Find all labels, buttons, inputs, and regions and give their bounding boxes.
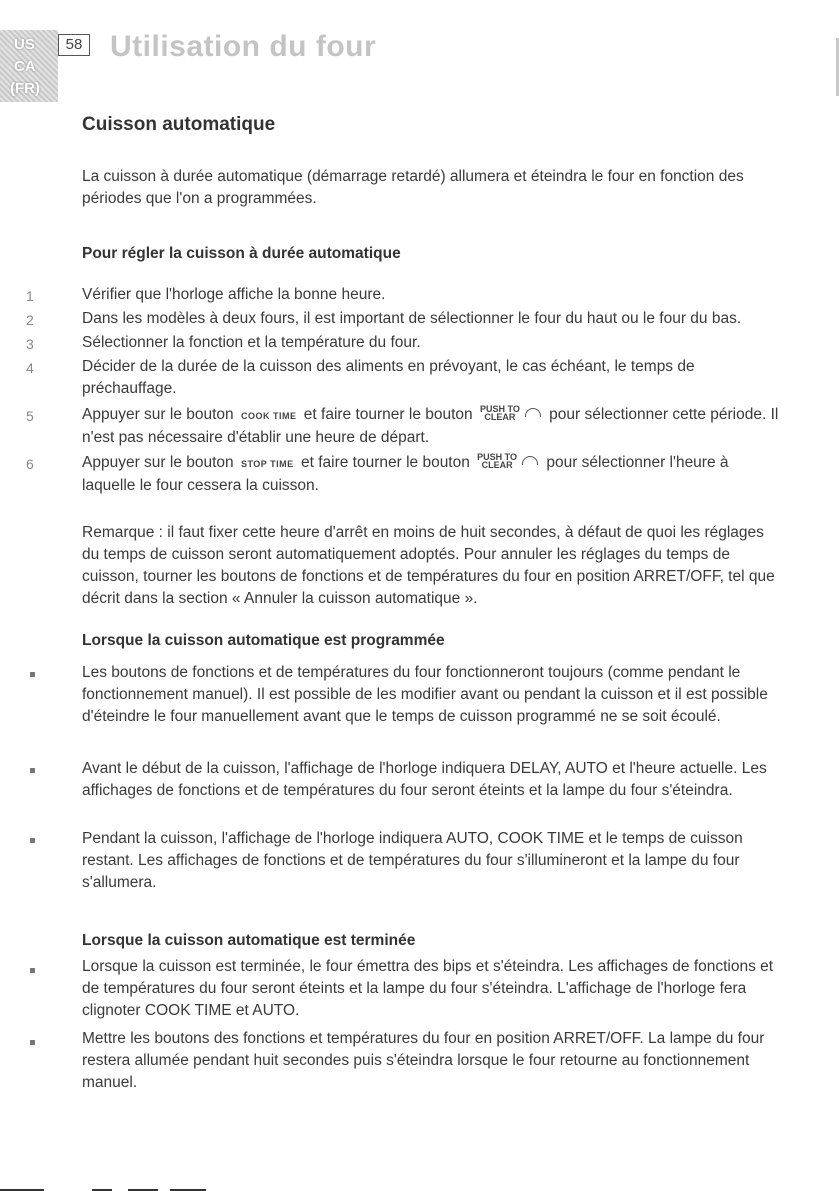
step-6 bbox=[82, 452, 762, 497]
region-tab bbox=[0, 30, 58, 102]
programmed-heading: Lorsque la cuisson automatique est programmée bbox=[82, 632, 445, 649]
step-text: Appuyer sur le bouton bbox=[82, 454, 234, 471]
list-item: Pendant la cuisson, l'affichage de l'horloge indiquera AUTO, COOK TIME et le temps de cuisson restant. Les affichages de fonctions et de températures du four s'illumineront et la lampe du four s'allumera. bbox=[82, 830, 743, 891]
knob-icon bbox=[525, 408, 541, 417]
list-item: Mettre les boutons des fonctions et températures du four en position ARRET/OFF. La lampe du four restera allumée pendant huit secondes puis s'éteindra lorsque le four retourne au fonctionnement manuel. bbox=[82, 1030, 765, 1091]
step-text: pour sélectionner l'heure à laquelle le four cessera la cuisson. bbox=[82, 454, 729, 494]
bullet-icon bbox=[30, 1040, 35, 1045]
page-number: 58 bbox=[58, 34, 90, 56]
step-text: Sélectionner la fonction et la température du four. bbox=[82, 334, 421, 351]
step-text: Appuyer sur le bouton bbox=[82, 406, 234, 423]
setup-heading: Pour régler la cuisson à durée automatique bbox=[82, 245, 401, 262]
remark-paragraph: Remarque : il faut fixer cette heure d'arrêt en moins de huit secondes, à défaut de quoi les réglages du temps de cuisson seront automatiquement adoptés. Pour annuler les réglages du temps de cuisson, tourner les boutons de fonctions et de températures du four en position ARRET/OFF, tel que décrit dans la section « Annuler la cuisson automatique ». bbox=[82, 524, 775, 607]
intro-paragraph: La cuisson à durée automatique (démarrage retardé) allumera et éteindra le four en fonction des périodes que l'on a programmées. bbox=[82, 168, 744, 207]
step-number: 4 bbox=[26, 360, 34, 376]
bullet-icon bbox=[30, 672, 35, 677]
list-item: Les boutons de fonctions et de températures du four fonctionneront toujours (comme pendant le fonctionnement manuel). Il est possible de les modifier avant ou pendant la cuisson et il est possible d'éteindre le four manuellement avant que le temps de cuisson programmé ne se soit écoulé. bbox=[82, 664, 768, 725]
step-text: et faire tourner le bouton bbox=[303, 406, 473, 423]
list-item: Lorsque la cuisson est terminée, le four émettra des bips et s'éteindra. Les affichages de fonctions et de températures du four seront éteints et la lampe du four s'éteindra. L'affichage de l'horloge fera clignoter COOK TIME et AUTO. bbox=[82, 958, 774, 1019]
push-to-clear-label: PUSH TO CLEAR bbox=[477, 451, 518, 470]
cook-time-button-label: COOK TIME bbox=[240, 411, 297, 421]
step-text: Vérifier que l'horloge affiche la bonne heure. bbox=[82, 286, 386, 303]
step-text: pour sélectionner cette période. Il n'est pas nécessaire d'établir une heure de départ. bbox=[82, 406, 779, 446]
finished-heading: Lorsque la cuisson automatique est terminée bbox=[82, 932, 416, 949]
step-number: 5 bbox=[26, 408, 34, 424]
step-number: 6 bbox=[26, 456, 34, 472]
bullet-icon bbox=[30, 968, 35, 973]
knob-icon bbox=[522, 456, 538, 465]
bullet-icon bbox=[30, 838, 35, 843]
step-number: 1 bbox=[26, 288, 34, 304]
section-title: Cuisson automatique bbox=[82, 114, 276, 135]
step-text: et faire tourner le bouton bbox=[300, 454, 470, 471]
region-ca: CA bbox=[14, 58, 36, 75]
stop-time-button-label: STOP TIME bbox=[240, 459, 294, 469]
step-5 bbox=[82, 404, 792, 449]
region-fr: (FR) bbox=[10, 80, 40, 97]
step-text: Dans les modèles à deux fours, il est important de sélectionner le four du haut ou le four du bas. bbox=[82, 310, 742, 327]
region-us: US bbox=[14, 36, 35, 53]
step-number: 3 bbox=[26, 336, 34, 352]
step-number: 2 bbox=[26, 312, 34, 328]
push-to-clear-label: PUSH TO CLEAR bbox=[479, 403, 520, 422]
step-text: Décider de la durée de la cuisson des aliments en prévoyant, le cas échéant, le temps de préchauffage. bbox=[82, 358, 695, 397]
bullet-icon bbox=[30, 768, 35, 773]
page-title: Utilisation du four bbox=[110, 30, 377, 63]
list-item: Avant le début de la cuisson, l'affichage de l'horloge indiquera DELAY, AUTO et l'heure actuelle. Les affichages de fonctions et de températures du four seront éteints et la lampe du four s'éteindra. bbox=[82, 760, 767, 799]
